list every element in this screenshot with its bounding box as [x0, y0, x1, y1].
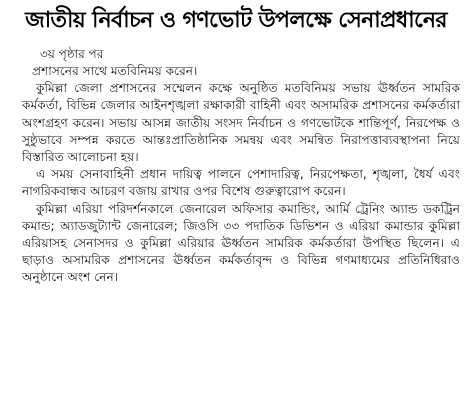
- article-body: [22, 63, 460, 287]
- paragraph: প্রশাসনের সাথে মতবিনিময় করেন।: [32, 64, 198, 78]
- headline: জাতীয় নির্বাচন ও গণভোট উপলক্ষে সেনাপ্রধানের: [25, 8, 447, 33]
- paragraph: এ সময় সেনাবাহিনী প্রধান দায়িত্ব পালনে পেশাদারিত্ব, নিরপেক্ষতা, শৃঙ্খলা, ধৈর্য এবং নাগরিকবান্ধব আচরণ বজায় রাখার ওপর বিশেষ গুরুত্বারোপ করেন।: [22, 167, 460, 199]
- paragraph: কুমিল্লা এরিয়া পরিদর্শনকালে জেনারেল অফিসার কমান্ডিং, আর্মি ট্রেনিং অ্যান্ড ডকট্রিন কমান্ড; অ্যাডজুট্যান্ট জেনারেল; জিওসি ৩৩ পদাতিক ডিভিশন ও এরিয়া কমান্ডার কুমিল্লা এরিয়াসহ সেনাসদর ও কুমিল্লা এরিয়ার ঊর্ধ্বতন সামরিক কর্মকর্তারা উপস্থিত ছিলেন। এ ছাড়াও অসামরিক প্রশাসনের ঊর্ধ্বতন কর্মকর্তাবৃন্দ ও বিভিন্ন গণমাধ্যমের প্রতিনিধিরাও অনুষ্ঠানে অংশ নেন।: [22, 201, 460, 285]
- paragraph: কুমিল্লা জেলা প্রশাসনের সম্মেলন কক্ষে অনুষ্ঠিত মতবিনিময় সভায় ঊর্ধ্বতন সামরিক কর্মকর্তা, বিভিন্ন জেলার আইনশৃঙ্খলা রক্ষাকারী বাহিনী এবং অসামরিক প্রশাসনের কর্মকর্তারা অংশগ্রহণ করেন। সভায় আসন্ন জাতীয় সংসদ নির্বাচন ও গণভোটকে শান্তিপূর্ণ, নিরপেক্ষ ও সুষ্ঠুভাবে সম্পন্ন করতে আন্তঃপ্রাতিষ্ঠানিক সমন্বয় এবং সমন্বিত নিরাপত্তাব্যবস্থাপনা নিয়ে বিস্তারিত আলোচনা হয়।: [22, 81, 460, 165]
- continued-from-note: ৩য় পৃষ্ঠার পর: [40, 47, 104, 61]
